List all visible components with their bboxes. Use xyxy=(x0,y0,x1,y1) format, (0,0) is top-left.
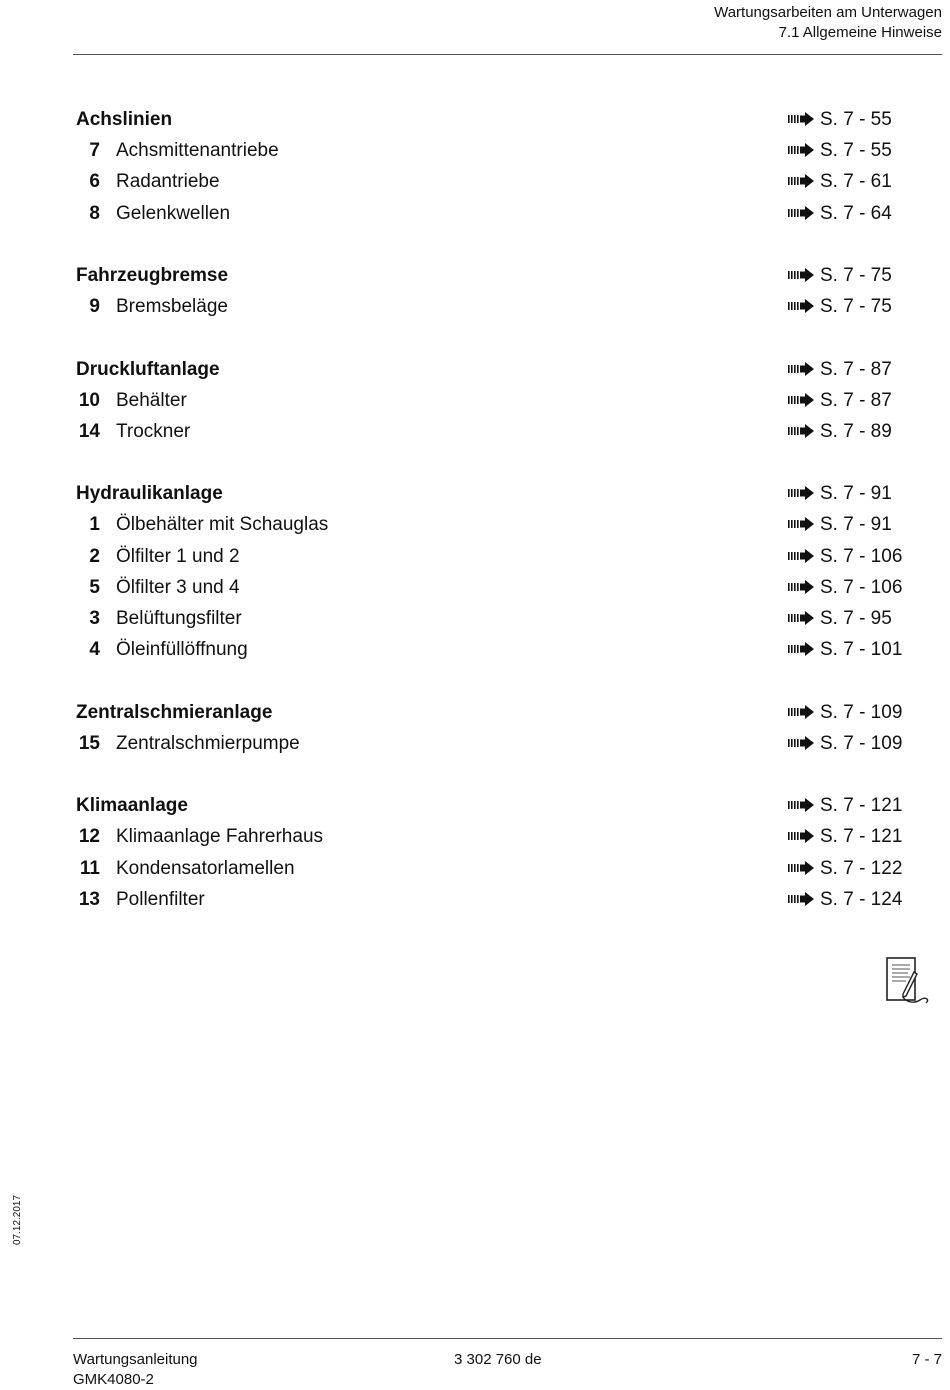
page-reference-text: S. 7 - 121 xyxy=(820,795,903,817)
reference-arrow-icon xyxy=(788,362,814,376)
list-item xyxy=(76,572,906,603)
page-reference-link[interactable] xyxy=(788,416,892,447)
section-heading-row xyxy=(76,354,906,385)
reference-arrow-icon xyxy=(788,798,814,812)
item-number: 8 xyxy=(89,202,100,224)
print-date xyxy=(12,1185,26,1245)
page-reference-link[interactable] xyxy=(788,634,902,665)
list-item xyxy=(76,198,906,229)
reference-arrow-icon xyxy=(788,206,814,220)
item-number: 1 xyxy=(89,514,100,536)
reference-arrow-icon xyxy=(788,892,814,906)
reference-arrow-icon xyxy=(788,861,814,875)
reference-arrow-icon xyxy=(788,174,814,188)
page-reference-text: S. 7 - 75 xyxy=(820,296,892,318)
list-item xyxy=(76,728,906,759)
section-spacer xyxy=(76,229,906,260)
footer-doc-number: 3 302 760 de xyxy=(454,1351,542,1368)
page-reference-link[interactable] xyxy=(788,260,892,291)
list-item xyxy=(76,853,906,884)
page-reference-link[interactable] xyxy=(788,478,892,509)
section-heading-row xyxy=(76,790,906,821)
list-item xyxy=(76,291,906,322)
page-reference-text: S. 7 - 87 xyxy=(820,358,892,380)
item-label: Gelenkwellen xyxy=(116,202,231,224)
print-date-text: 07.12.2017 xyxy=(12,1194,23,1245)
page-reference-text: S. 7 - 64 xyxy=(820,202,892,224)
item-number: 15 xyxy=(78,732,100,754)
list-item xyxy=(76,416,906,447)
reference-arrow-icon xyxy=(788,112,814,126)
notepad-pen-icon xyxy=(884,956,932,1006)
item-number: 5 xyxy=(89,576,100,598)
reference-arrow-icon xyxy=(788,829,814,843)
item-label: Ölbehälter mit Schauglas xyxy=(116,514,329,536)
page-reference-link[interactable] xyxy=(788,603,892,634)
list-item xyxy=(76,135,906,166)
item-number: 6 xyxy=(89,171,100,193)
page-reference-text: S. 7 - 91 xyxy=(820,514,892,536)
footer-page-number: 7 - 7 xyxy=(911,1351,942,1368)
item-label: Klimaanlage Fahrerhaus xyxy=(116,826,324,848)
reference-arrow-icon xyxy=(788,580,814,594)
item-label: Achsmittenantriebe xyxy=(116,140,279,162)
footer-manual-info xyxy=(73,1350,198,1390)
section-title: Druckluftanlage xyxy=(76,358,220,380)
page-reference-link[interactable] xyxy=(788,541,902,572)
section-heading-row xyxy=(76,104,906,135)
page-reference-text: S. 7 - 109 xyxy=(820,701,903,723)
item-label: Ölfilter 1 und 2 xyxy=(116,545,240,567)
list-item xyxy=(76,541,906,572)
page-reference-text: S. 7 - 95 xyxy=(820,608,892,629)
item-number: 11 xyxy=(79,857,100,879)
item-number: 14 xyxy=(78,420,100,442)
page-reference-link[interactable] xyxy=(788,884,902,915)
page-reference-text: S. 7 - 124 xyxy=(820,888,903,910)
reference-arrow-icon xyxy=(788,486,814,500)
page-reference-link[interactable] xyxy=(788,385,892,416)
reference-arrow-icon xyxy=(788,705,814,719)
section-heading-row xyxy=(76,697,906,728)
reference-arrow-icon xyxy=(788,642,814,656)
header-divider xyxy=(73,54,942,55)
item-number: 7 xyxy=(89,140,100,162)
header-section-title: 7.1 Allgemeine Hinweise xyxy=(778,24,942,41)
page-reference-link[interactable] xyxy=(788,821,902,852)
item-number: 4 xyxy=(89,639,100,661)
section-title: Achslinien xyxy=(76,109,173,130)
item-number: 12 xyxy=(78,826,100,848)
reference-arrow-icon xyxy=(788,517,814,531)
list-item xyxy=(76,634,906,665)
item-label: Kondensatorlamellen xyxy=(116,857,295,879)
section-spacer xyxy=(76,665,906,696)
section-spacer xyxy=(76,447,906,478)
footer-manual-title: Wartungsanleitung xyxy=(73,1351,198,1368)
section-heading-row xyxy=(76,260,906,291)
list-item xyxy=(76,509,906,540)
item-label: Ölfilter 3 und 4 xyxy=(116,576,240,598)
item-label: Trockner xyxy=(116,420,191,442)
section-title: Fahrzeugbremse xyxy=(76,264,229,286)
list-item xyxy=(76,385,906,416)
page-reference-text: S. 7 - 55 xyxy=(820,109,892,130)
reference-arrow-icon xyxy=(788,424,814,438)
item-number: 10 xyxy=(78,389,100,411)
item-label: Belüftungsfilter xyxy=(116,608,242,629)
page-reference-text: S. 7 - 121 xyxy=(820,826,903,848)
item-label: Zentralschmierpumpe xyxy=(116,732,300,754)
reference-arrow-icon xyxy=(788,268,814,282)
reference-arrow-icon xyxy=(788,736,814,750)
list-item xyxy=(76,821,906,852)
item-label: Pollenfilter xyxy=(116,888,205,910)
page-reference-link[interactable] xyxy=(788,291,892,322)
item-label: Radantriebe xyxy=(116,171,220,193)
reference-arrow-icon xyxy=(788,299,814,313)
page-reference-text: S. 7 - 61 xyxy=(820,171,892,193)
page-reference-text: S. 7 - 106 xyxy=(820,545,903,567)
item-number: 3 xyxy=(89,608,100,629)
page-reference-link[interactable] xyxy=(788,790,902,821)
page-reference-link[interactable] xyxy=(788,853,902,884)
footer-divider xyxy=(73,1338,942,1339)
section-heading-row xyxy=(76,478,906,509)
section-spacer xyxy=(76,759,906,790)
page-reference-link[interactable] xyxy=(788,166,892,197)
list-item xyxy=(76,603,906,634)
page-reference-text: S. 7 - 91 xyxy=(820,483,892,505)
list-item xyxy=(76,166,906,197)
page-reference-text: S. 7 - 55 xyxy=(820,140,892,162)
maintenance-reference-list xyxy=(76,104,906,915)
reference-arrow-icon xyxy=(788,393,814,407)
page-reference-text: S. 7 - 122 xyxy=(820,857,903,879)
page-reference-text: S. 7 - 87 xyxy=(820,389,892,411)
item-label: Öleinfüllöffnung xyxy=(116,639,248,661)
list-item xyxy=(76,884,906,915)
page-reference-text: S. 7 - 75 xyxy=(820,264,892,286)
reference-arrow-icon xyxy=(788,143,814,157)
page-reference-link[interactable] xyxy=(788,135,892,166)
item-label: Behälter xyxy=(116,389,187,411)
section-title: Zentralschmieranlage xyxy=(76,701,273,723)
item-number: 9 xyxy=(89,296,100,318)
page-reference-text: S. 7 - 109 xyxy=(820,732,903,754)
page-reference-link[interactable] xyxy=(788,728,902,759)
page-reference-text: S. 7 - 106 xyxy=(820,576,903,598)
page-reference-link[interactable] xyxy=(788,104,892,135)
page-reference-link[interactable] xyxy=(788,509,892,540)
header-chapter-title: Wartungsarbeiten am Unterwagen xyxy=(714,4,942,21)
section-title: Klimaanlage xyxy=(76,795,188,817)
page-reference-text: S. 7 - 89 xyxy=(820,420,892,442)
page-reference-link[interactable] xyxy=(788,572,902,603)
section-spacer xyxy=(76,322,906,353)
page-reference-text: S. 7 - 101 xyxy=(820,639,903,661)
page-header xyxy=(714,3,942,43)
reference-arrow-icon xyxy=(788,611,814,625)
page-reference-link[interactable] xyxy=(788,198,892,229)
page-reference-link[interactable] xyxy=(788,354,892,385)
section-title: Hydraulikanlage xyxy=(76,483,223,505)
item-number: 2 xyxy=(89,545,100,567)
page-reference-link[interactable] xyxy=(788,697,902,728)
footer-model: GMK4080-2 xyxy=(73,1371,154,1388)
reference-arrow-icon xyxy=(788,549,814,563)
item-label: Bremsbeläge xyxy=(116,296,228,318)
item-number: 13 xyxy=(78,888,100,910)
